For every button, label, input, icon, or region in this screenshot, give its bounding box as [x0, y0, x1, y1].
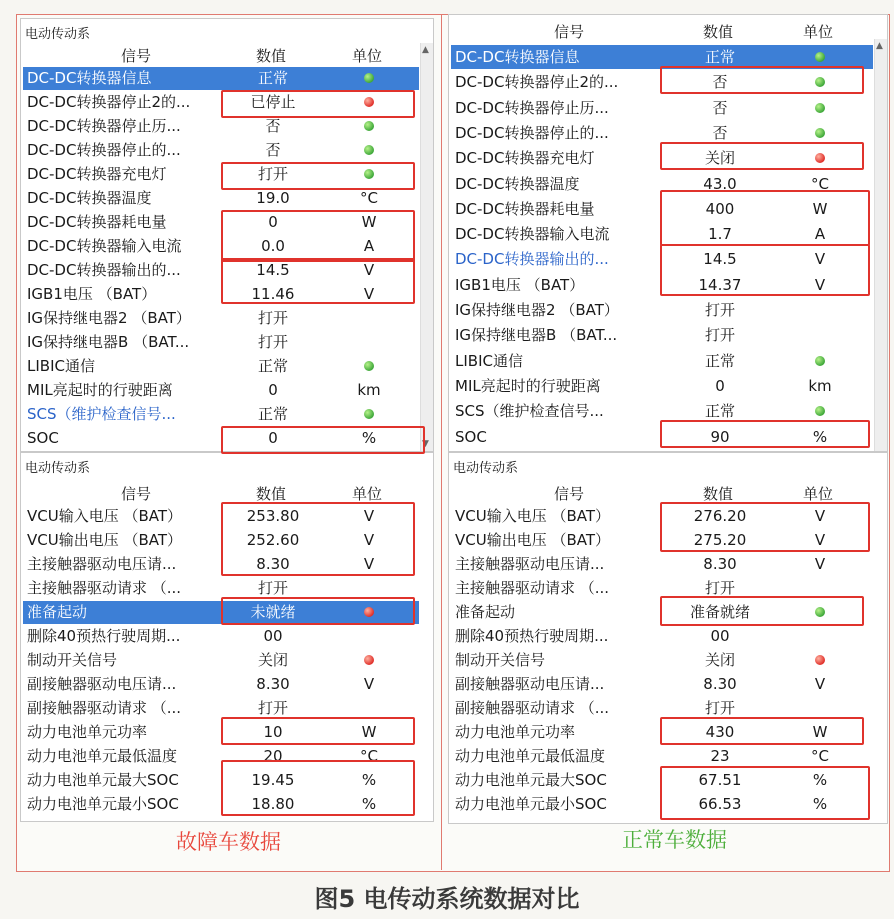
- signal-name: VCU输入电压 （BAT）: [455, 507, 611, 525]
- signal-unit: V: [363, 285, 375, 303]
- signal-name: SCS（维护检查信号...: [455, 402, 604, 421]
- table-row[interactable]: [451, 298, 873, 322]
- signal-unit: V: [814, 555, 826, 573]
- signal-value: 正常: [257, 357, 288, 375]
- signal-value: 0: [268, 429, 278, 447]
- signal-unit: °C: [811, 747, 829, 765]
- highlight-box: [221, 597, 415, 625]
- signal-name: DC-DC转换器输出的...: [27, 261, 181, 279]
- signal-name: MIL亮起时的行驶距离: [27, 381, 173, 399]
- highlight-box: [660, 420, 870, 448]
- signal-unit: W: [812, 199, 828, 218]
- highlight-box: [660, 502, 870, 552]
- green-dot-icon: [364, 145, 374, 155]
- signal-name: 删除40预热行驶周期...: [455, 627, 609, 645]
- signal-value: 276.20: [693, 507, 747, 525]
- figure-caption: 图5 电传动系统数据对比: [314, 885, 580, 913]
- signal-name: LIBIC通信: [455, 351, 523, 370]
- green-dot-icon: [364, 409, 374, 419]
- signal-name: 主接触器驱动请求 （...: [455, 579, 610, 597]
- green-dot-icon: [364, 361, 374, 371]
- signal-name: 制动开关信号: [27, 651, 118, 669]
- signal-name: VCU输出电压 （BAT）: [455, 531, 611, 549]
- panel-title: 电动传动系: [25, 27, 91, 42]
- signal-name: 准备起动: [455, 603, 516, 621]
- table-row[interactable]: [23, 139, 419, 162]
- signal-name: 动力电池单元最小SOC: [27, 795, 179, 813]
- signal-name: DC-DC转换器输出的...: [455, 250, 609, 269]
- highlight-box: [660, 244, 870, 296]
- green-dot-icon: [815, 406, 825, 416]
- table-row[interactable]: [451, 649, 873, 672]
- signal-name: DC-DC转换器输入电流: [27, 237, 182, 255]
- signal-value: 打开: [704, 579, 735, 597]
- signal-value: 打开: [704, 326, 735, 345]
- table-row[interactable]: [23, 379, 419, 402]
- signal-value: 11.46: [251, 285, 295, 303]
- signal-name: IG保持继电器B （BAT...: [455, 326, 618, 345]
- signal-name: DC-DC转换器信息: [27, 69, 152, 87]
- signal-name: DC-DC转换器输入电流: [455, 225, 610, 244]
- signal-name: SCS（维护检查信号...: [27, 405, 176, 423]
- signal-unit: V: [363, 675, 375, 693]
- signal-value: 否: [712, 73, 728, 92]
- header-signal: 信号: [120, 47, 151, 65]
- signal-unit: A: [363, 237, 375, 255]
- highlight-box: [221, 760, 415, 816]
- table-row[interactable]: [451, 96, 873, 120]
- green-dot-icon: [364, 121, 374, 131]
- signal-value: 否: [265, 117, 281, 135]
- highlight-box: [221, 258, 415, 304]
- status-green-icon: [339, 355, 399, 378]
- signal-name: LIBIC通信: [27, 357, 95, 375]
- signal-name: DC-DC转换器耗电量: [27, 213, 167, 231]
- signal-value: 8.30: [703, 675, 737, 693]
- signal-unit: km: [808, 376, 832, 395]
- status-red-icon: [787, 649, 853, 672]
- status-green-icon: [339, 403, 399, 426]
- signal-value: 430: [705, 723, 735, 741]
- caption-fault-vehicle: 故障车数据: [176, 830, 281, 854]
- signal-value: 8.30: [703, 555, 737, 573]
- signal-name: IG保持继电器2 （BAT）: [455, 301, 619, 319]
- header-value: 数值: [255, 485, 286, 503]
- highlight-box: [221, 210, 415, 262]
- green-dot-icon: [815, 103, 825, 113]
- signal-unit: %: [361, 429, 377, 447]
- signal-value: 275.20: [693, 531, 747, 549]
- table-row[interactable]: [23, 67, 419, 90]
- table-row[interactable]: [451, 553, 873, 576]
- header-value: 数值: [255, 47, 286, 65]
- header-signal: 信号: [553, 23, 584, 41]
- highlight-box: [660, 766, 870, 820]
- signal-value: 正常: [257, 69, 288, 87]
- panel-title: 电动传动系: [25, 461, 91, 476]
- table-row[interactable]: [23, 649, 419, 672]
- signal-name: 动力电池单元最低温度: [455, 747, 606, 765]
- signal-unit: W: [812, 723, 828, 741]
- signal-value: 1.7: [708, 225, 732, 244]
- signal-name: 动力电池单元最大SOC: [27, 771, 179, 789]
- table-row[interactable]: [451, 745, 873, 768]
- signal-value: 20: [263, 747, 283, 765]
- signal-value: 否: [265, 141, 281, 159]
- header-unit: 单位: [802, 23, 833, 41]
- signal-unit: V: [814, 250, 826, 269]
- signal-value: 0: [715, 376, 725, 395]
- signal-value: 0: [268, 381, 278, 399]
- header-signal: 信号: [120, 485, 151, 503]
- signal-value: 00: [263, 627, 283, 645]
- status-green-icon: [339, 115, 399, 138]
- signal-value: 关闭: [257, 651, 288, 669]
- signal-value: 10: [263, 723, 283, 741]
- table-row[interactable]: [451, 673, 873, 696]
- signal-name: MIL亮起时的行驶距离: [455, 376, 601, 395]
- panel-title: 电动传动系: [453, 461, 519, 476]
- signal-unit: °C: [811, 174, 829, 193]
- signal-value: 正常: [257, 405, 288, 423]
- highlight-box: [660, 596, 864, 626]
- green-dot-icon: [815, 128, 825, 138]
- signal-name: DC-DC转换器温度: [455, 174, 580, 193]
- signal-name: VCU输出电压 （BAT）: [27, 531, 183, 549]
- green-dot-icon: [364, 73, 374, 83]
- signal-value: 否: [712, 98, 728, 117]
- scroll-up-icon[interactable]: ▲: [876, 41, 883, 51]
- table-row[interactable]: [451, 323, 873, 347]
- signal-unit: %: [812, 427, 828, 446]
- header-signal: 信号: [553, 485, 584, 503]
- signal-name: 动力电池单元最大SOC: [455, 771, 607, 789]
- signal-unit: V: [363, 261, 375, 279]
- signal-value: 23: [710, 747, 730, 765]
- signal-value: 准备就绪: [689, 603, 750, 621]
- highlight-box: [660, 142, 864, 170]
- signal-unit: A: [814, 225, 826, 244]
- table-row[interactable]: [23, 673, 419, 696]
- signal-name: 制动开关信号: [455, 651, 546, 669]
- signal-name: 副接触器驱动电压请...: [455, 675, 605, 693]
- table-row[interactable]: [23, 355, 419, 378]
- signal-name: 动力电池单元最小SOC: [455, 795, 607, 813]
- signal-value: 43.0: [703, 174, 737, 193]
- signal-unit: V: [814, 675, 826, 693]
- table-row[interactable]: [23, 115, 419, 138]
- signal-unit: %: [812, 795, 828, 813]
- signal-value: 400: [705, 199, 735, 218]
- header-unit: 单位: [802, 485, 833, 503]
- signal-unit: %: [361, 771, 377, 789]
- signal-name: IG保持继电器2 （BAT）: [27, 309, 191, 327]
- signal-unit: V: [814, 507, 826, 525]
- signal-value: 打开: [704, 301, 735, 319]
- signal-name: 副接触器驱动请求 （...: [455, 699, 610, 717]
- signal-name: 副接触器驱动请求 （...: [27, 699, 182, 717]
- scroll-down-icon[interactable]: ▼: [422, 439, 429, 449]
- signal-value: 打开: [257, 579, 288, 597]
- signal-value: 14.37: [698, 275, 742, 294]
- signal-value: 否: [712, 123, 728, 142]
- signal-value: 90: [710, 427, 730, 446]
- signal-value: 正常: [704, 351, 735, 370]
- signal-name: SOC: [27, 429, 59, 447]
- signal-name: IGB1电压 （BAT）: [27, 285, 157, 303]
- signal-unit: W: [361, 213, 377, 231]
- status-green-icon: [339, 139, 399, 162]
- green-dot-icon: [815, 52, 825, 62]
- signal-name: VCU输入电压 （BAT）: [27, 507, 183, 525]
- signal-value: 8.30: [256, 675, 290, 693]
- highlight-box: [660, 190, 870, 246]
- signal-value: 67.51: [698, 771, 742, 789]
- signal-name: DC-DC转换器充电灯: [27, 165, 167, 183]
- status-green-icon: [339, 67, 399, 90]
- signal-value: 正常: [704, 402, 735, 421]
- signal-name: DC-DC转换器停止历...: [455, 98, 609, 117]
- signal-unit: V: [814, 531, 826, 549]
- red-dot-icon: [364, 655, 374, 665]
- signal-name: 准备起动: [27, 603, 88, 621]
- signal-name: DC-DC转换器耗电量: [455, 199, 595, 218]
- signal-unit: V: [363, 531, 375, 549]
- signal-unit: W: [361, 723, 377, 741]
- signal-value: 8.30: [256, 555, 290, 573]
- signal-name: DC-DC转换器温度: [27, 189, 152, 207]
- scrollbar[interactable]: [420, 43, 433, 451]
- status-green-icon: [787, 349, 853, 373]
- signal-value: 0.0: [261, 237, 285, 255]
- signal-name: 动力电池单元功率: [27, 723, 148, 741]
- signal-name: IG保持继电器B （BAT...: [27, 333, 190, 351]
- table-row[interactable]: [23, 403, 419, 426]
- signal-name: 主接触器驱动电压请...: [455, 555, 605, 573]
- status-green-icon: [787, 96, 853, 120]
- table-row[interactable]: [23, 307, 419, 330]
- signal-name: SOC: [455, 427, 487, 446]
- signal-value: 0: [268, 213, 278, 231]
- signal-unit: %: [812, 771, 828, 789]
- header-unit: 单位: [351, 485, 382, 503]
- header-unit: 单位: [351, 47, 382, 65]
- signal-value: 打开: [257, 165, 288, 183]
- signal-name: DC-DC转换器信息: [455, 48, 580, 66]
- header-value: 数值: [702, 485, 733, 503]
- signal-name: DC-DC转换器停止2的...: [27, 93, 191, 111]
- header-value: 数值: [702, 23, 733, 41]
- signal-value: 打开: [257, 333, 288, 351]
- signal-value: 18.80: [251, 795, 295, 813]
- table-row[interactable]: [451, 625, 873, 648]
- signal-name: DC-DC转换器停止2的...: [455, 73, 619, 92]
- highlight-box: [221, 162, 415, 190]
- red-dot-icon: [815, 655, 825, 665]
- signal-value: 00: [710, 627, 730, 645]
- table-row[interactable]: [451, 374, 873, 398]
- table-row[interactable]: [23, 625, 419, 648]
- signal-value: 关闭: [704, 149, 735, 168]
- signal-unit: V: [363, 507, 375, 525]
- signal-value: 66.53: [698, 795, 742, 813]
- signal-value: 14.5: [256, 261, 290, 279]
- highlight-box: [221, 502, 415, 576]
- signal-unit: V: [363, 555, 375, 573]
- table-row[interactable]: [23, 331, 419, 354]
- figure-divider: [441, 14, 442, 870]
- signal-value: 已停止: [250, 93, 296, 111]
- signal-name: 删除40预热行驶周期...: [27, 627, 181, 645]
- signal-name: 动力电池单元功率: [455, 723, 576, 741]
- signal-name: 动力电池单元最低温度: [27, 747, 178, 765]
- table-row[interactable]: [23, 187, 419, 210]
- highlight-box: [660, 717, 864, 745]
- signal-value: 14.5: [703, 250, 737, 269]
- signal-value: 打开: [257, 699, 288, 717]
- signal-name: IGB1电压 （BAT）: [455, 275, 585, 294]
- signal-name: DC-DC转换器停止历...: [27, 117, 181, 135]
- signal-value: 未就绪: [250, 603, 296, 621]
- signal-name: DC-DC转换器充电灯: [455, 149, 595, 168]
- signal-value: 正常: [704, 48, 735, 66]
- table-row[interactable]: [451, 349, 873, 373]
- signal-value: 19.0: [256, 189, 290, 207]
- signal-unit: °C: [360, 747, 378, 765]
- green-dot-icon: [815, 356, 825, 366]
- signal-unit: V: [814, 275, 826, 294]
- signal-name: DC-DC转换器停止的...: [455, 123, 609, 142]
- signal-value: 252.60: [246, 531, 300, 549]
- scroll-up-icon[interactable]: ▲: [422, 45, 429, 55]
- signal-name: 主接触器驱动电压请...: [27, 555, 177, 573]
- signal-value: 打开: [257, 309, 288, 327]
- signal-value: 关闭: [704, 651, 735, 669]
- signal-value: 打开: [704, 699, 735, 717]
- highlight-box: [221, 426, 425, 454]
- status-red-icon: [339, 649, 399, 672]
- scrollbar[interactable]: [874, 39, 887, 451]
- signal-name: 主接触器驱动请求 （...: [27, 579, 182, 597]
- signal-name: 副接触器驱动电压请...: [27, 675, 177, 693]
- signal-unit: °C: [360, 189, 378, 207]
- signal-value: 19.45: [251, 771, 295, 789]
- signal-unit: %: [361, 795, 377, 813]
- caption-normal-vehicle: 正常车数据: [622, 828, 727, 852]
- signal-value: 253.80: [246, 507, 300, 525]
- signal-unit: km: [357, 381, 381, 399]
- highlight-box: [221, 90, 415, 118]
- highlight-box: [221, 717, 415, 745]
- signal-name: DC-DC转换器停止的...: [27, 141, 181, 159]
- highlight-box: [660, 66, 864, 94]
